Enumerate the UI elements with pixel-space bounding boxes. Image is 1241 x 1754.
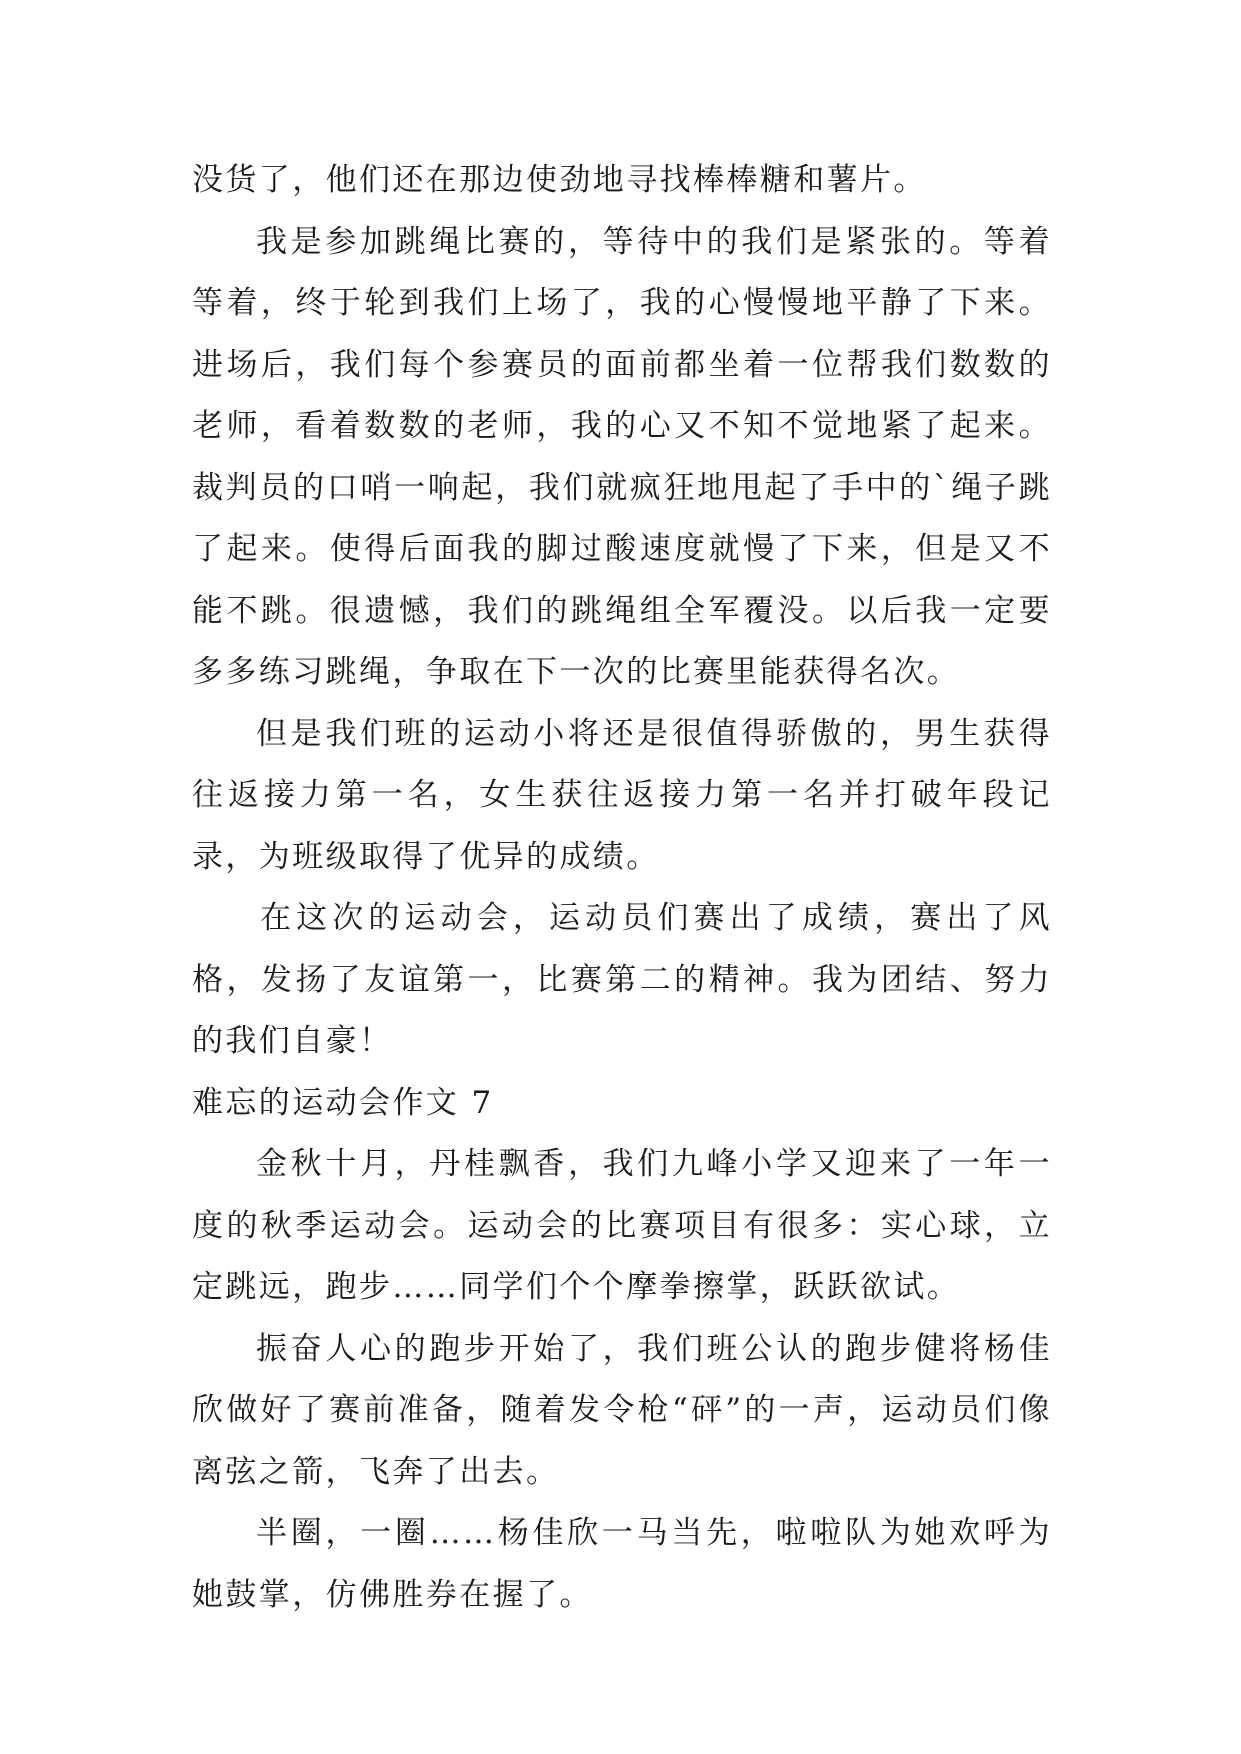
paragraph-autumn-intro: 金秋十月，丹桂飘香，我们九峰小学又迎来了一年一度的秋季运动会。运动会的比赛项目有很多：实心球，立定跳远，跑步……同学们个个摩拳擦掌，跃跃欲试。 bbox=[192, 1146, 1052, 1305]
paragraph-race-lead: 半圈，一圈……杨佳欣一马当先，啦啦队为她欢呼为她鼓掌，仿佛胜券在握了。 bbox=[192, 1515, 1052, 1613]
paragraph-conclusion: 在这次的运动会，运动员们赛出了成绩，赛出了风格，发扬了友谊第一，比赛第二的精神。我为团结、努力的我们自豪！ bbox=[192, 900, 1052, 1059]
paragraph-jump-rope: 我是参加跳绳比赛的，等待中的我们是紧张的。等着等着，终于轮到我们上场了，我的心慢慢地平静了下来。进场后，我们每个参赛员的面前都坐着一位帮我们数数的老师，看着数数的老师，我的心又不知不觉地紧了起来。裁判员的口哨一响起，我们就疯狂地甩起了手中的`绳子跳了起来。使得后面我的脚过酸速度就慢了下来，但是又不能不跳。很遗憾，我们的跳绳组全军覆没。以后我一定要多多练习跳绳，争取在下一次的比赛里能获得名次。 bbox=[192, 223, 1052, 690]
paragraph-continuation: 没货了，他们还在那边使劲地寻找棒棒糖和薯片。 bbox=[192, 162, 927, 198]
document-body bbox=[192, 150, 1052, 1626]
paragraph-relay-results: 但是我们班的运动小将还是很值得骄傲的，男生获得往返接力第一名，女生获往返接力第一名并打破年段记录，为班级取得了优异的成绩。 bbox=[192, 715, 1052, 875]
paragraph-race-start: 振奋人心的跑步开始了，我们班公认的跑步健将杨佳欣做好了赛前准备，随着发令枪“砰”的一声，运动员们像离弦之箭，飞奔了出去。 bbox=[192, 1330, 1052, 1490]
section-title: 难忘的运动会作文 7 bbox=[192, 1084, 494, 1121]
